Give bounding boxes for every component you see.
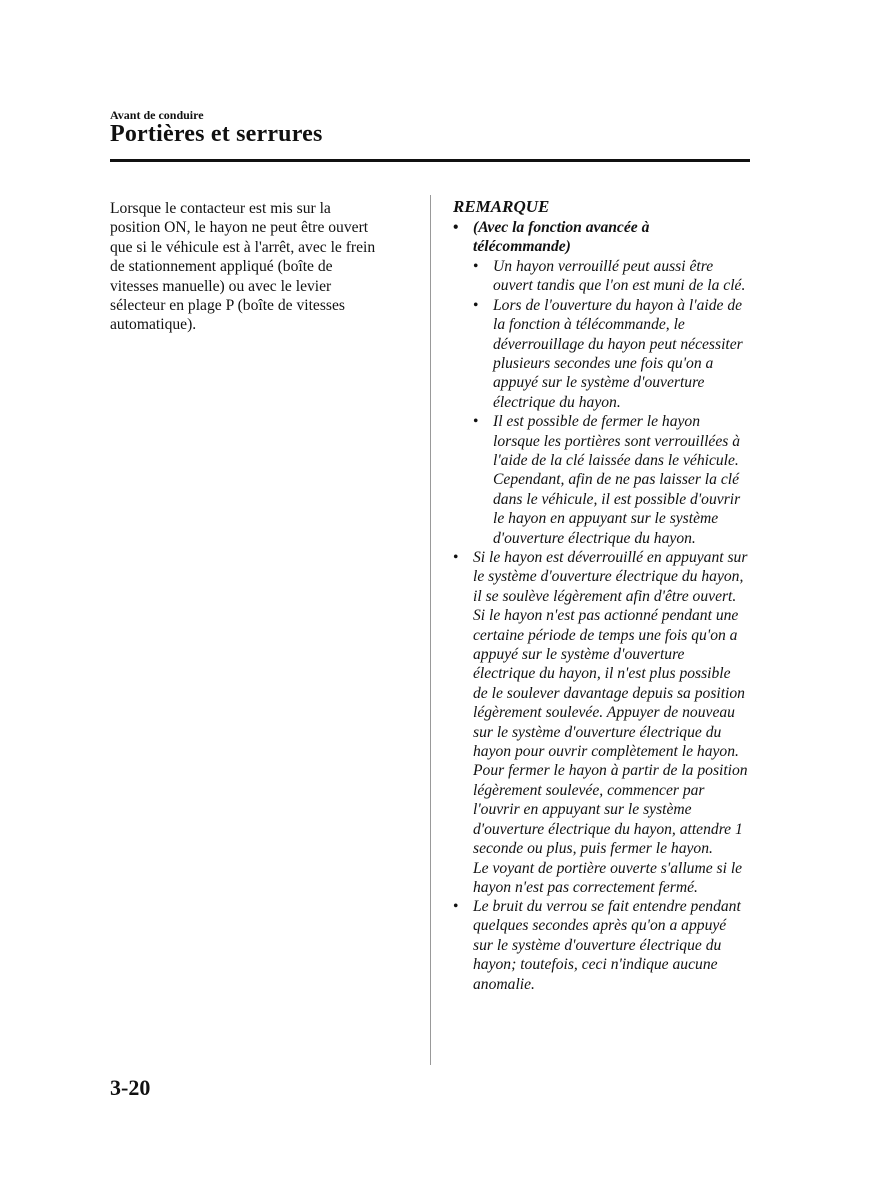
bullet-text [473,548,748,897]
text-line: vitesses manuelle) ou avec le levier [110,277,332,295]
text-line: appuyé sur le système d'ouverture [493,374,705,392]
text-line: de le soulever davantage depuis sa position [473,684,745,702]
sub-bullet-3 [473,412,740,548]
bullet-text [473,897,741,994]
text-line: légèrement soulevée, commencer par [473,781,705,799]
text-line: anomalie. [473,975,535,993]
text-line: position ON, le hayon ne peut être ouvert [110,219,369,237]
bullet-icon: • [453,549,459,566]
text-line: électrique du hayon. [493,393,621,411]
text-line: Si le hayon est déverrouillé en appuyant sur [473,549,748,566]
text-line: le système d'ouverture électrique du hayon, [473,568,744,586]
text-line: que si le véhicule est à l'arrêt, avec le frein [110,238,376,256]
bullet-text [473,218,649,257]
text-line: Le voyant de portière ouverte s'allume si le [473,859,743,877]
text-line: le hayon en appuyant sur le système [493,510,719,528]
text-line: d'ouverture électrique du hayon. [493,529,696,547]
text-line: Pour fermer le hayon à partir de la position [473,762,748,780]
text-line: quelques secondes après qu'on a appuyé [473,917,727,935]
text-line: ouvert tandis que l'on est muni de la clé. [493,277,746,295]
bullet-icon: • [453,219,459,236]
bullet-text [493,257,745,296]
bullet-icon: • [473,296,479,314]
text-line: de stationnement appliqué (boîte de [110,258,333,276]
text-line: hayon pour ouvrir complètement le hayon. [473,743,739,761]
column-divider [430,195,431,1065]
text-line: certaine période de temps une fois qu'on a [473,626,738,644]
text-line: il se soulève légèrement afin d'être ouvert. [473,587,737,605]
bullet-icon: • [473,258,479,275]
bullet-text [493,296,743,412]
text-line: appuyé sur le système d'ouverture [473,646,685,664]
bullet-text [493,412,740,548]
text-line: Lors de l'ouverture du hayon à l'aide de [493,296,743,314]
sub-bullet-1 [473,257,745,296]
text-line: télécommande) [473,238,571,256]
text-line: plusieurs secondes une fois qu'on a [493,355,714,373]
text-line: lorsque les portières sont verrouillées à [493,432,741,450]
text-line: sur le système d'ouverture électrique du [473,936,722,954]
left-column-paragraph [110,199,375,335]
text-line: sur le système d'ouverture électrique du [473,723,722,741]
sub-bullet-2 [473,296,743,412]
text-line: dans le véhicule, il est possible d'ouvrir [493,490,741,508]
text-line: Cependant, afin de ne pas laisser la clé [493,471,739,489]
text-line: légèrement soulevée. Appuyer de nouveau [473,704,735,722]
text-line: l'aide de la clé laissée dans le véhicule. [493,452,739,469]
text-line: automatique). [110,316,197,334]
remark-bullet-2 [453,548,748,897]
text-line: Il est possible de fermer le hayon [493,413,701,431]
text-line: sélecteur en plage P (boîte de vitesses [110,297,345,315]
remark-bullet-3 [453,897,741,994]
text-line: Si le hayon n'est pas actionné pendant une [473,607,739,625]
bullet-icon: • [453,898,459,915]
title-rule [110,159,750,162]
page-title: Portières et serrures [110,121,323,147]
text-line: Le bruit du verrou se fait entendre pendant [473,898,741,915]
bullet-icon: • [473,413,479,431]
page-number: 3-20 [110,1075,151,1100]
remark-bullet-1 [453,218,649,257]
text-line: (Avec la fonction avancée à [473,219,650,236]
text-line: déverrouillage du hayon peut nécessiter [493,335,743,353]
text-line: d'ouverture électrique du hayon, attendre 1 [473,820,743,838]
text-line: hayon n'est pas correctement fermé. [473,878,698,896]
section-label: Avant de conduire [110,108,204,122]
text-line: Un hayon verrouillé peut aussi être [493,258,714,275]
text-line: l'ouvrir en appuyant sur le système [473,801,692,819]
text-line: électrique du hayon, il n'est plus possible [473,665,731,683]
text-line: la fonction à télécommande, le [493,316,685,334]
remark-heading: REMARQUE [453,197,550,216]
text-line: seconde ou plus, puis fermer le hayon. [473,840,713,858]
text-line: hayon; toutefois, ceci n'indique aucune [473,956,718,974]
text-line: Lorsque le contacteur est mis sur la [110,200,331,217]
